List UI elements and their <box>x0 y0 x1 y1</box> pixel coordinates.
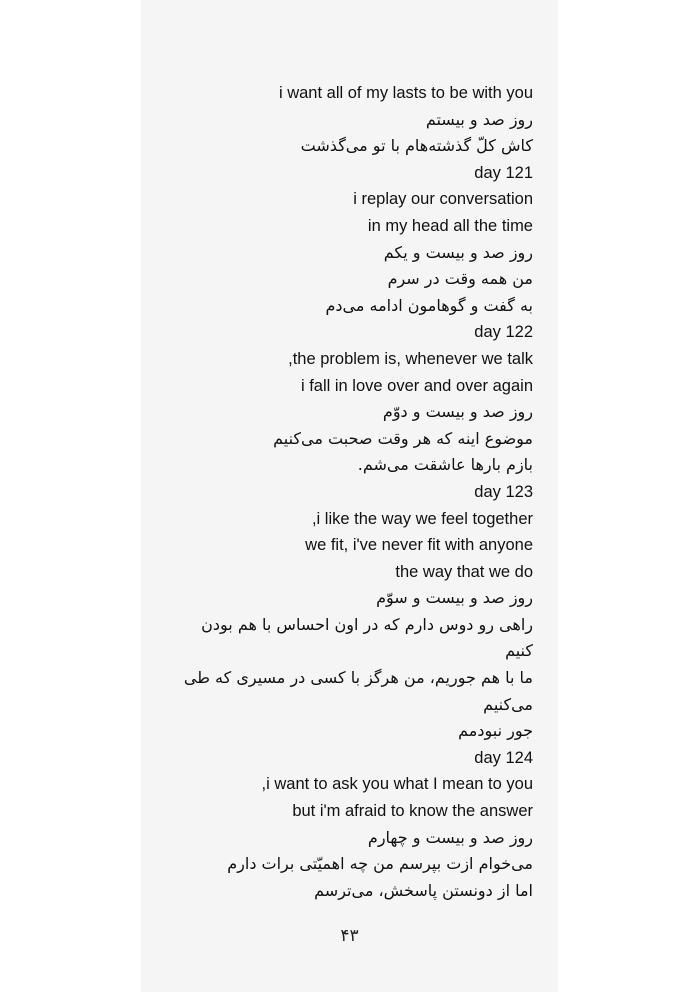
text-line: من همه وقت در سرم <box>387 269 533 289</box>
text-line: i replay our conversation <box>353 190 533 209</box>
page-text-block <box>173 80 533 904</box>
text-line: ,i like the way we feel together <box>311 509 533 528</box>
text-line: می‌کنیم <box>483 694 533 714</box>
text-line: به گفت و گوهامون ادامه می‌دم <box>325 295 533 315</box>
day-heading: day 122 <box>474 323 533 342</box>
day-heading: day 124 <box>474 748 533 767</box>
day-heading: day 123 <box>474 482 533 501</box>
text-line: روز صد و بیست و یکم <box>383 242 533 262</box>
text-line: روز صد و بیست و سوّم <box>376 588 533 608</box>
text-line: روز صد و بیستم <box>425 109 533 129</box>
text-line: ما با هم جوریم، من هرگز با کسی در مسیری که طی <box>183 668 533 688</box>
day-heading: day 121 <box>474 163 533 182</box>
text-line: i fall in love over and over again <box>300 376 533 395</box>
text-line: روز صد و بیست و چهارم <box>367 827 533 847</box>
text-line: بازم بارها عاشقت می‌شم. <box>357 455 533 475</box>
text-line: ,the problem is, whenever we talk <box>288 349 533 368</box>
text-line: the way that we do <box>395 562 533 581</box>
text-line: کنیم <box>505 641 533 661</box>
text-line: موضوع اینه که هر وقت صحبت می‌کنیم <box>273 428 533 448</box>
text-line: جور نبودمم <box>458 721 533 741</box>
text-line: but i'm afraid to know the answer <box>292 802 533 821</box>
text-line: می‌خوام ازت بپرسم من چه اهمیّتی برات دارم <box>227 854 533 874</box>
page-number: ۴۳ <box>340 926 359 946</box>
text-line: we fit, i've never fit with anyone <box>305 536 533 555</box>
text-line: روز صد و بیست و دوّم <box>382 402 533 422</box>
text-line: راهی رو دوس دارم که در اون احساس با هم بودن <box>201 614 533 634</box>
text-line: i want all of my lasts to be with you <box>278 84 533 102</box>
text-line: ,i want to ask you what I mean to you <box>261 775 533 794</box>
text-line: کاش کلّ گذشته‌هام با تو می‌گذشت <box>300 136 533 156</box>
text-line: in my head all the time <box>367 216 533 235</box>
text-line: اما از دونستن پاسخش، می‌ترسم <box>314 880 533 900</box>
